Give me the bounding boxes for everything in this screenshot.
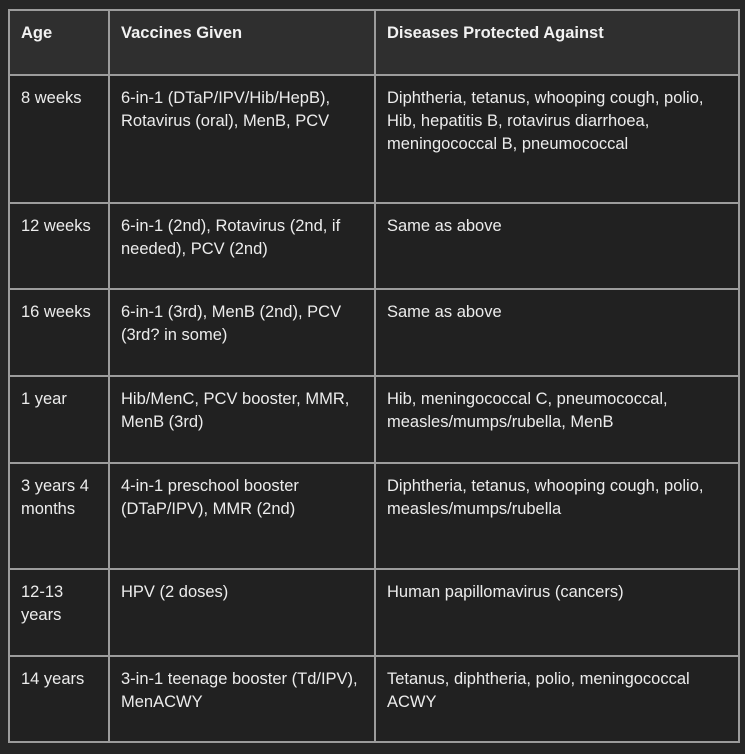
diseases-cell: Same as above xyxy=(375,289,739,376)
header-age: Age xyxy=(9,10,109,75)
table-row xyxy=(9,75,739,203)
vaccines-cell: 6-in-1 (DTaP/IPV/Hib/HepB), Rotavirus (oral), MenB, PCV xyxy=(109,75,375,203)
header-vaccines-given: Vaccines Given xyxy=(109,10,375,75)
vaccines-cell: 4-in-1 preschool booster (DTaP/IPV), MMR (2nd) xyxy=(109,463,375,569)
age-cell: 1 year xyxy=(9,376,109,463)
age-cell: 3 years 4 months xyxy=(9,463,109,569)
header-row xyxy=(9,10,739,75)
age-cell: 12-13 years xyxy=(9,569,109,656)
vaccines-cell: HPV (2 doses) xyxy=(109,569,375,656)
diseases-cell: Human papillomavirus (cancers) xyxy=(375,569,739,656)
vaccines-cell: 3-in-1 teenage booster (Td/IPV), MenACWY xyxy=(109,656,375,742)
header-diseases-protected: Diseases Protected Against xyxy=(375,10,739,75)
diseases-cell: Diphtheria, tetanus, whooping cough, polio, Hib, hepatitis B, rotavirus diarrhoea, meningococcal B, pneumococcal xyxy=(375,75,739,203)
table-row xyxy=(9,203,739,289)
age-cell: 16 weeks xyxy=(9,289,109,376)
age-cell: 12 weeks xyxy=(9,203,109,289)
table-row xyxy=(9,656,739,742)
diseases-cell: Diphtheria, tetanus, whooping cough, polio, measles/mumps/rubella xyxy=(375,463,739,569)
diseases-cell: Tetanus, diphtheria, polio, meningococcal ACWY xyxy=(375,656,739,742)
vaccines-cell: 6-in-1 (2nd), Rotavirus (2nd, if needed), PCV (2nd) xyxy=(109,203,375,289)
table-row xyxy=(9,463,739,569)
diseases-cell: Same as above xyxy=(375,203,739,289)
vaccines-cell: Hib/MenC, PCV booster, MMR, MenB (3rd) xyxy=(109,376,375,463)
vaccines-cell: 6-in-1 (3rd), MenB (2nd), PCV (3rd? in some) xyxy=(109,289,375,376)
age-cell: 14 years xyxy=(9,656,109,742)
vaccination-schedule-table xyxy=(8,9,740,743)
diseases-cell: Hib, meningococcal C, pneumococcal, measles/mumps/rubella, MenB xyxy=(375,376,739,463)
table-row xyxy=(9,569,739,656)
table-row xyxy=(9,289,739,376)
age-cell: 8 weeks xyxy=(9,75,109,203)
table-row xyxy=(9,376,739,463)
